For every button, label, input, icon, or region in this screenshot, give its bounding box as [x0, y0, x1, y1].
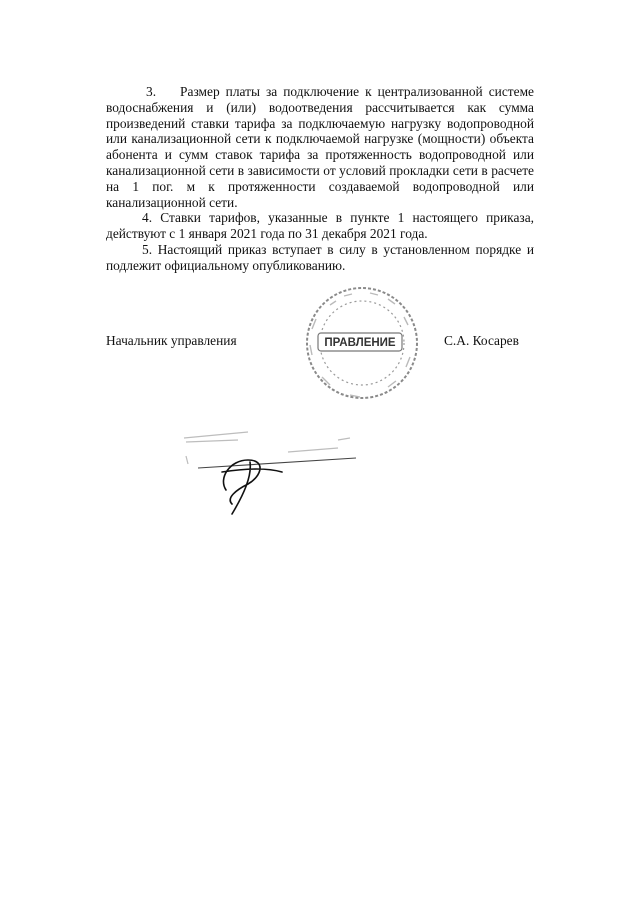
signatory-name: С.А. Косарев — [444, 333, 519, 348]
stamp-center-text: ПРАВЛЕНИЕ — [324, 337, 396, 349]
official-stamp — [300, 285, 430, 405]
paragraph-4: 4. Ставки тарифов, указанные в пункте 1 настоящего приказа, действуют с 1 января 2021 года по 31 декабря 2021 года. — [106, 210, 534, 242]
signatory-role: Начальник управления — [106, 333, 237, 348]
paragraph-5: 5. Настоящий приказ вступает в силу в установленном порядке и подлежит официальному опубликованию. — [106, 241, 534, 273]
document-body — [106, 84, 534, 274]
handwritten-signature — [178, 398, 368, 516]
paragraph-3: 3. Размер платы за подключение к централизованной системе водоснабжения и (или) водоотведения рассчитывается как сумма произведений ставки тарифа за подключаемую нагрузку водопроводной или канализационной сети к подключаемой нагрузке (мощности) объекта абонента и сумм ставок тарифа за протяженность водопроводной или канализационной сети в зависимости от условий прокладки сети в расчете на 1 пог. м к протяженности создаваемой водопроводной или канализационной сети. — [106, 84, 534, 210]
